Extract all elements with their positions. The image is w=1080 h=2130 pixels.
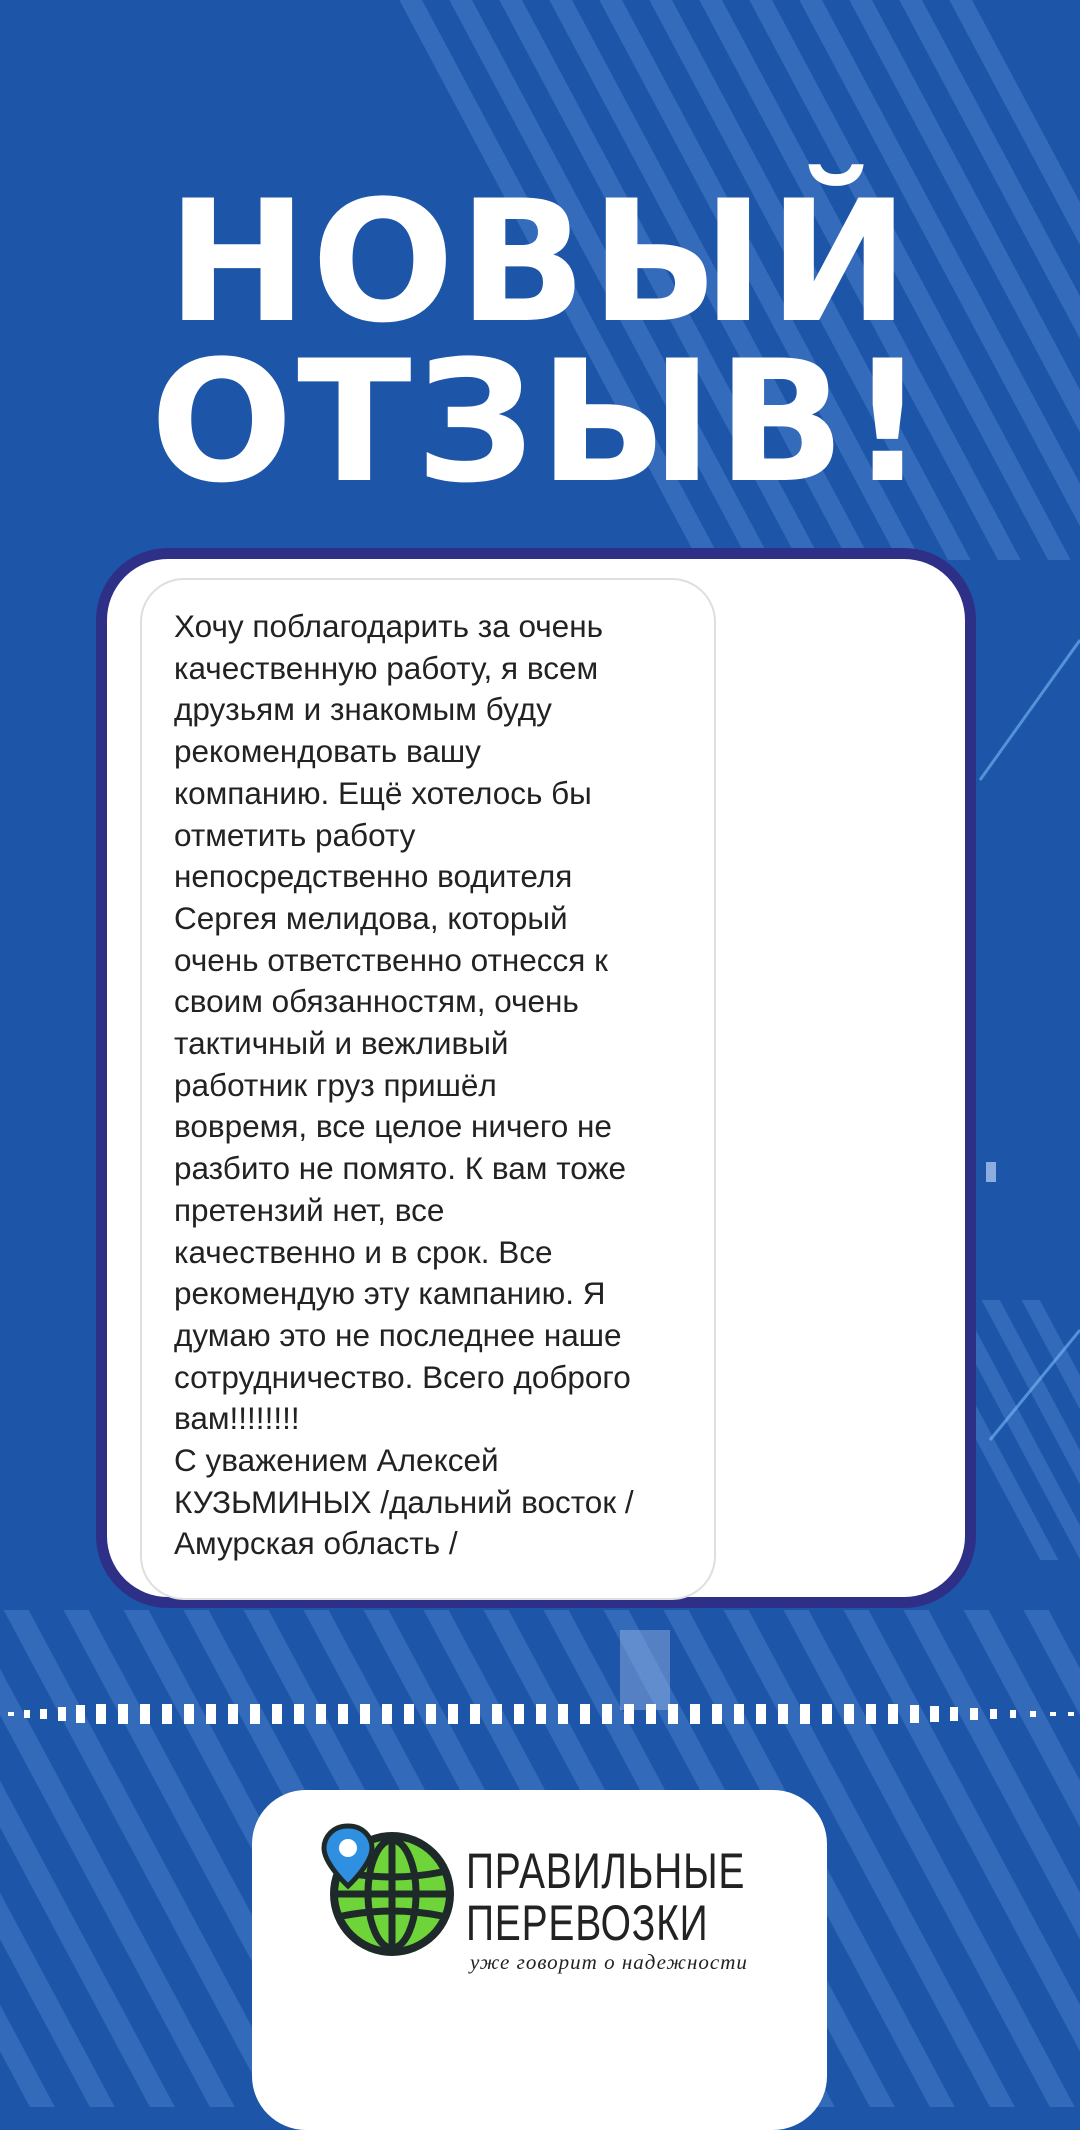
globe-with-location-pin-icon [318,1820,460,1962]
headline-line-1: НОВЫЙ [166,164,914,360]
brand-name-line-1: ПРАВИЛЬНЫЕ [466,1843,746,1899]
review-message-bubble [140,578,716,1600]
review-text: Хочу поблагодарить за очень качественную работу, я всем друзьям и знакомым буду рекомендовать вашу компанию. Ещё хотелось бы отметить работу непосредственно водителя Сергея мелидова, который очень ответственно отнесся к своим обязанностям, очень тактичный и вежливый работник груз пришёл вовремя, все целое ничего не разбито не помято. К вам тоже претензий нет, все качественно и в срок. Все рекомендую эту кампанию. Я думаю это не последнее наше сотрудничество. Всего доброго вам!!!!!!!! С уважением Алексей КУЗЬМИНЫХ /дальний восток / Амурская область / [174,608,634,1562]
headline-line-2: ОТЗЫВ! [150,324,930,520]
brand-name-line-2: ПЕРЕВОЗКИ [466,1895,709,1951]
dashed-divider [0,1702,1080,1726]
brand-tagline: уже говорит о надежности [470,1950,748,1974]
